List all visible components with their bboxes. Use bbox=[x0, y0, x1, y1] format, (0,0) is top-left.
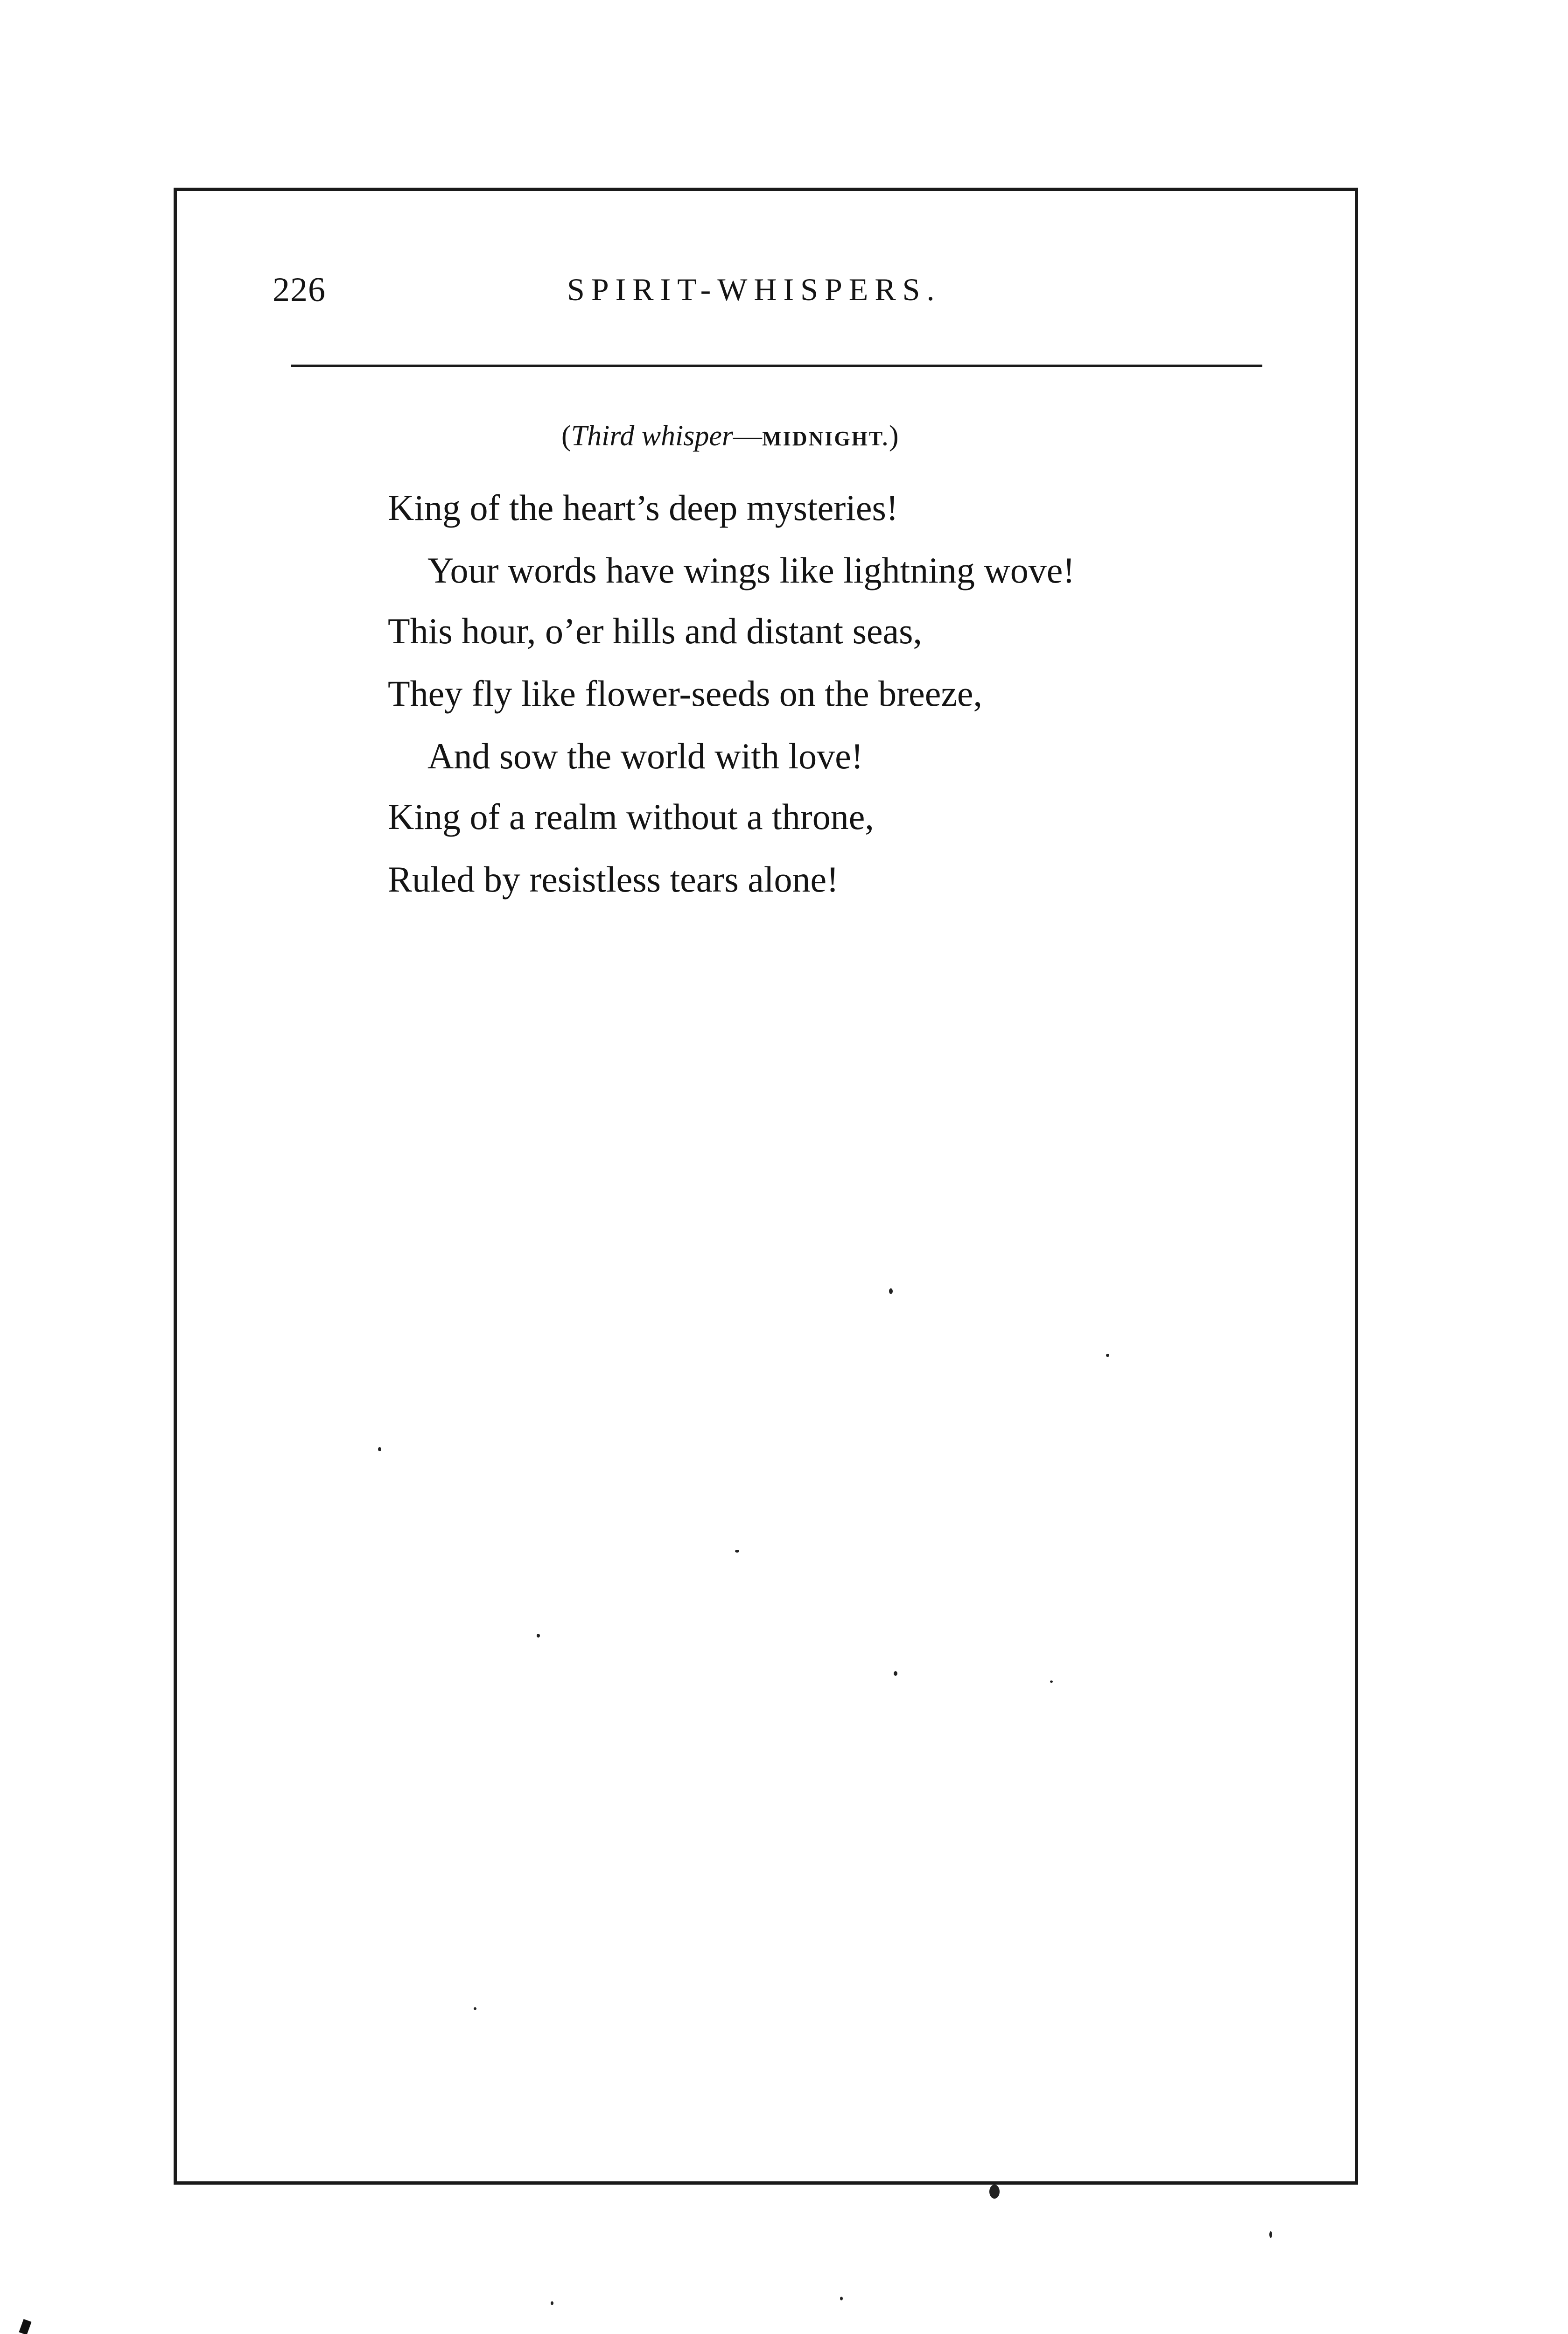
print-speck bbox=[840, 2297, 843, 2300]
running-title: SPIRIT-WHISPERS. bbox=[567, 272, 941, 307]
print-speck bbox=[1050, 1680, 1053, 1683]
poem-line: And sow the world with love! bbox=[427, 736, 863, 776]
poem-line: Ruled by resistless tears alone! bbox=[388, 859, 839, 900]
header-divider bbox=[291, 365, 1262, 367]
subheading-close-paren: ) bbox=[889, 420, 899, 452]
ink-blot bbox=[19, 2319, 31, 2334]
poem-line: This hour, o’er hills and distant seas, bbox=[388, 611, 923, 651]
page-border-frame bbox=[174, 188, 1358, 2185]
print-speck bbox=[1106, 1354, 1109, 1357]
print-speck bbox=[1269, 2231, 1272, 2238]
print-speck bbox=[889, 1288, 893, 1294]
poem-line: King of the heart’s deep mysteries! bbox=[388, 487, 898, 528]
print-speck bbox=[378, 1447, 381, 1451]
print-speck bbox=[735, 1550, 739, 1553]
print-speck bbox=[537, 1634, 540, 1638]
poem-line: They fly like flower-seeds on the breeze, bbox=[388, 673, 983, 714]
section-subheading bbox=[561, 420, 899, 453]
subheading-italic: Third whisper bbox=[571, 420, 734, 452]
poem-line: King of a realm without a throne, bbox=[388, 796, 874, 837]
print-speck bbox=[474, 2007, 476, 2010]
print-speck bbox=[989, 2185, 1000, 2199]
subheading-dash: — bbox=[733, 420, 763, 452]
print-speck bbox=[551, 2301, 553, 2305]
poem-line: Your words have wings like lightning wove! bbox=[427, 550, 1075, 591]
subheading-open-paren: ( bbox=[561, 420, 571, 452]
page-number: 226 bbox=[273, 271, 326, 309]
subheading-smallcaps: MIDNIGHT. bbox=[762, 427, 889, 450]
print-speck bbox=[894, 1671, 897, 1676]
